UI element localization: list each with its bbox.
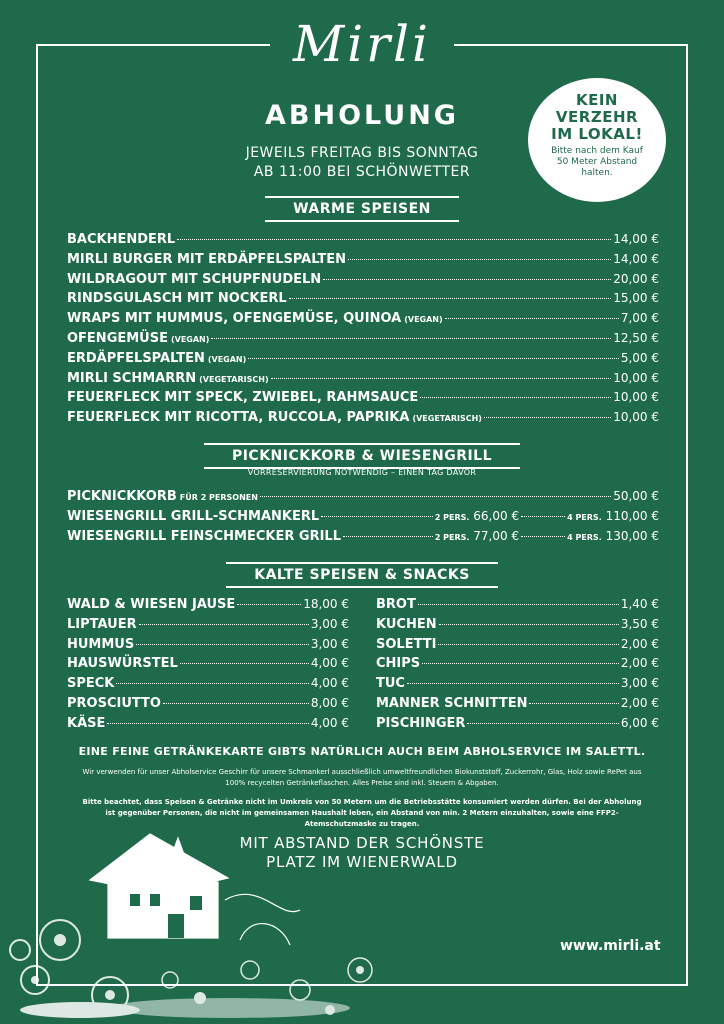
page-title: ABHOLUNG <box>265 100 459 131</box>
warm-section-header <box>0 196 724 222</box>
picnic-section-header <box>0 443 724 477</box>
item-price: 110,00 € <box>605 508 659 523</box>
menu-item <box>67 371 659 391</box>
item-price: 66,00 € <box>473 508 520 523</box>
item-name: WIESENGRILL FEINSCHMECKER GRILL <box>67 528 341 544</box>
badge-note-line: Bitte nach dem Kauf <box>551 146 643 156</box>
persons-label: 2 PERS. <box>434 532 470 542</box>
brand-logo: Mirli <box>292 15 432 73</box>
item-price: 3,50 € <box>620 616 659 631</box>
item-name: PISCHINGER <box>376 715 466 731</box>
drinks-note: EINE FEINE GETRÄNKEKARTE GIBTS NATÜRLICH AUCH BEIM ABHOLSERVICE IM SALETTL. <box>78 745 646 758</box>
item-name: WIESENGRILL GRILL-SCHMANKERL <box>67 508 320 524</box>
menu-item <box>67 351 659 371</box>
item-tag: (VEGETARISCH) <box>199 374 269 384</box>
item-price: 130,00 € <box>605 528 659 543</box>
dot-leader <box>116 683 308 684</box>
menu-item <box>67 410 659 430</box>
item-price: 10,00 € <box>613 410 659 425</box>
item-price: 2,00 € <box>620 695 659 710</box>
menu-item <box>376 656 659 676</box>
item-name: MIRLI SCHMARRN <box>67 370 197 386</box>
item-name: FEUERFLECK MIT SPECK, ZWIEBEL, RAHMSAUCE <box>67 390 419 406</box>
item-name: PICKNICKKORB <box>67 489 177 504</box>
menu-item <box>67 656 349 676</box>
dot-leader <box>348 259 611 260</box>
persons-label: 4 PERS. <box>567 512 602 522</box>
menu-item <box>376 597 659 617</box>
cold-list-left <box>67 597 349 736</box>
dot-leader <box>438 644 618 645</box>
menu-item <box>67 716 349 736</box>
menu-item <box>67 676 349 696</box>
item-name: KÄSE <box>67 715 106 731</box>
item-name: MIRLI BURGER MIT ERDÄPFELSPALTEN <box>67 251 346 267</box>
item-price: 4,00 € <box>310 715 349 730</box>
menu-item <box>67 509 659 529</box>
item-name: RINDSGULASCH MIT NOCKERL <box>67 291 287 307</box>
item-name: WRAPS MIT HUMMUS, OFENGEMÜSE, QUINOA <box>67 311 402 327</box>
opening-days: JEWEILS FREITAG BIS SONNTAG <box>245 145 479 161</box>
cold-list-right <box>376 597 659 736</box>
item-price: 3,00 € <box>310 636 349 651</box>
packaging-note: Wir verwenden für unser Abholservice Geschirr für unsere Schmankerl ausschließlich umweltfreundlichen Biokunststoff, Zuckerrohr, Glas, Holz sowie RePet aus 100% recycelten Getränkeflaschen. Alles Preise sind inkl. Steuern & Abgaben. <box>82 768 642 787</box>
dot-leader <box>107 723 308 724</box>
dot-leader <box>445 318 619 319</box>
item-price: 77,00 € <box>473 528 520 543</box>
section-heading: WARME SPEISEN <box>265 196 459 222</box>
badge-line: IM LOKAL! <box>551 125 643 143</box>
dot-leader <box>439 624 619 625</box>
price-2-persons <box>435 529 519 543</box>
menu-item <box>376 637 659 657</box>
item-name: PROSCIUTTO <box>67 695 161 711</box>
item-name: HUMMUS <box>67 636 135 652</box>
item-price: 50,00 € <box>613 489 659 503</box>
menu-item <box>67 637 349 657</box>
item-price: 2,00 € <box>620 636 659 651</box>
dot-leader <box>136 644 309 645</box>
menu-item <box>67 311 659 331</box>
item-name: ERDÄPFELSPALTEN <box>67 350 205 366</box>
item-name: HAUSWÜRSTEL <box>67 656 178 672</box>
item-price: 2,00 € <box>620 656 659 671</box>
dot-leader <box>177 239 611 240</box>
menu-item <box>67 252 659 272</box>
picnic-list <box>67 489 659 548</box>
item-tag: FÜR 2 PERSONEN <box>179 493 258 502</box>
item-price: 3,00 € <box>310 616 349 631</box>
website-link[interactable]: www.mirli.at <box>560 938 661 954</box>
menu-item <box>67 272 659 292</box>
slogan-line: PLATZ IM WIENERWALD <box>266 853 458 871</box>
distance-rules-note: Bitte beachtet, dass Speisen & Getränke nicht im Umkreis von 50 Metern um die Betriebsstätte konsumiert werden dürfen. Bei der Abholung ist gegenüber Personen, die nicht im gemeinsamen Haushalt leben, ein Abstand von min. 2 Metern einzuhalten, sowie eine FFP2-Atemschutzmaske zu tragen. <box>82 798 642 828</box>
dot-leader <box>163 703 309 704</box>
dot-leader <box>484 417 611 418</box>
dot-leader <box>467 723 618 724</box>
dot-leader <box>271 378 612 379</box>
menu-item <box>67 232 659 252</box>
dot-leader <box>139 624 309 625</box>
dot-leader <box>407 683 619 684</box>
dot-leader <box>420 397 611 398</box>
price-4-persons <box>567 529 659 543</box>
warm-dishes-list <box>67 232 659 430</box>
item-price: 7,00 € <box>620 311 659 326</box>
item-price: 12,50 € <box>613 330 659 345</box>
item-tag: (VEGAN) <box>170 334 210 344</box>
item-price: 1,40 € <box>620 597 659 611</box>
opening-time: AB 11:00 BEI SCHÖNWETTER <box>253 164 471 180</box>
no-consumption-badge <box>528 78 666 202</box>
menu-item <box>67 390 659 410</box>
house-and-flowers-illustration <box>0 820 400 1024</box>
persons-label: 4 PERS. <box>567 532 602 542</box>
dot-leader <box>260 496 611 497</box>
cold-section-header <box>0 562 724 588</box>
section-heading: PICKNICKKORB & WIESENGRILL <box>204 443 520 469</box>
item-name: WALD & WIESEN JAUSE <box>67 597 236 612</box>
item-price: 20,00 € <box>613 271 659 286</box>
menu-item <box>67 489 659 509</box>
badge-note-line: halten. <box>581 168 613 178</box>
menu-item <box>67 696 349 716</box>
dot-leader <box>521 516 565 517</box>
item-price: 8,00 € <box>310 695 349 710</box>
menu-item <box>67 597 349 617</box>
menu-item <box>67 291 659 311</box>
item-name: BROT <box>376 597 416 612</box>
item-name: KUCHEN <box>376 616 437 632</box>
item-price: 4,00 € <box>310 656 349 671</box>
dot-leader <box>521 536 565 537</box>
badge-line: VERZEHR <box>555 108 639 126</box>
badge-line: KEIN <box>575 91 618 109</box>
menu-item <box>376 716 659 736</box>
slogan-line: MIT ABSTAND DER SCHÖNSTE <box>239 834 485 852</box>
dot-leader <box>211 338 611 339</box>
reservation-note: VORRESERVIERUNG NOTWENDIG – EINEN TAG DAVOR <box>247 468 477 477</box>
dot-leader <box>529 703 618 704</box>
item-price: 10,00 € <box>613 390 659 405</box>
item-name: MANNER SCHNITTEN <box>376 695 528 711</box>
dot-leader <box>237 604 301 605</box>
section-heading: KALTE SPEISEN & SNACKS <box>226 562 498 588</box>
price-2-persons <box>435 509 519 523</box>
dot-leader <box>422 663 619 664</box>
dot-leader <box>343 536 433 537</box>
item-tag: (VEGAN) <box>404 315 443 325</box>
dot-leader <box>248 358 619 359</box>
item-price: 14,00 € <box>613 232 659 246</box>
item-price: 14,00 € <box>613 251 659 266</box>
badge-note-line: 50 Meter Abstand <box>556 157 638 167</box>
menu-item <box>376 696 659 716</box>
dot-leader <box>180 663 309 664</box>
price-4-persons <box>567 509 659 523</box>
persons-label: 2 PERS. <box>434 512 470 522</box>
item-tag: (VEGETARISCH) <box>412 414 482 424</box>
item-name: BACKHENDERL <box>67 232 176 247</box>
item-name: CHIPS <box>376 656 421 672</box>
item-price: 4,00 € <box>310 676 349 691</box>
dot-leader <box>323 279 611 280</box>
item-name: TUC <box>376 676 405 692</box>
dot-leader <box>418 604 619 605</box>
menu-item <box>376 676 659 696</box>
menu-item <box>376 617 659 637</box>
item-name: OFENGEMÜSE <box>67 330 168 346</box>
item-price: 6,00 € <box>620 715 659 730</box>
item-name: WILDRAGOUT MIT SCHUPFNUDELN <box>67 271 322 287</box>
menu-item <box>67 529 659 549</box>
item-price: 15,00 € <box>613 291 659 306</box>
item-tag: (VEGAN) <box>207 354 247 364</box>
item-name: SPECK <box>67 676 115 692</box>
menu-item <box>67 617 349 637</box>
dot-leader <box>321 516 433 517</box>
badge-note <box>528 146 666 179</box>
item-price: 18,00 € <box>303 597 349 611</box>
item-price: 5,00 € <box>620 350 659 365</box>
item-name: LIPTAUER <box>67 616 137 632</box>
item-name: SOLETTI <box>376 636 437 652</box>
dot-leader <box>289 298 612 299</box>
item-price: 10,00 € <box>613 370 659 385</box>
menu-item <box>67 331 659 351</box>
item-price: 3,00 € <box>620 676 659 691</box>
item-name: FEUERFLECK MIT RICOTTA, RUCCOLA, PAPRIKA <box>67 410 410 426</box>
